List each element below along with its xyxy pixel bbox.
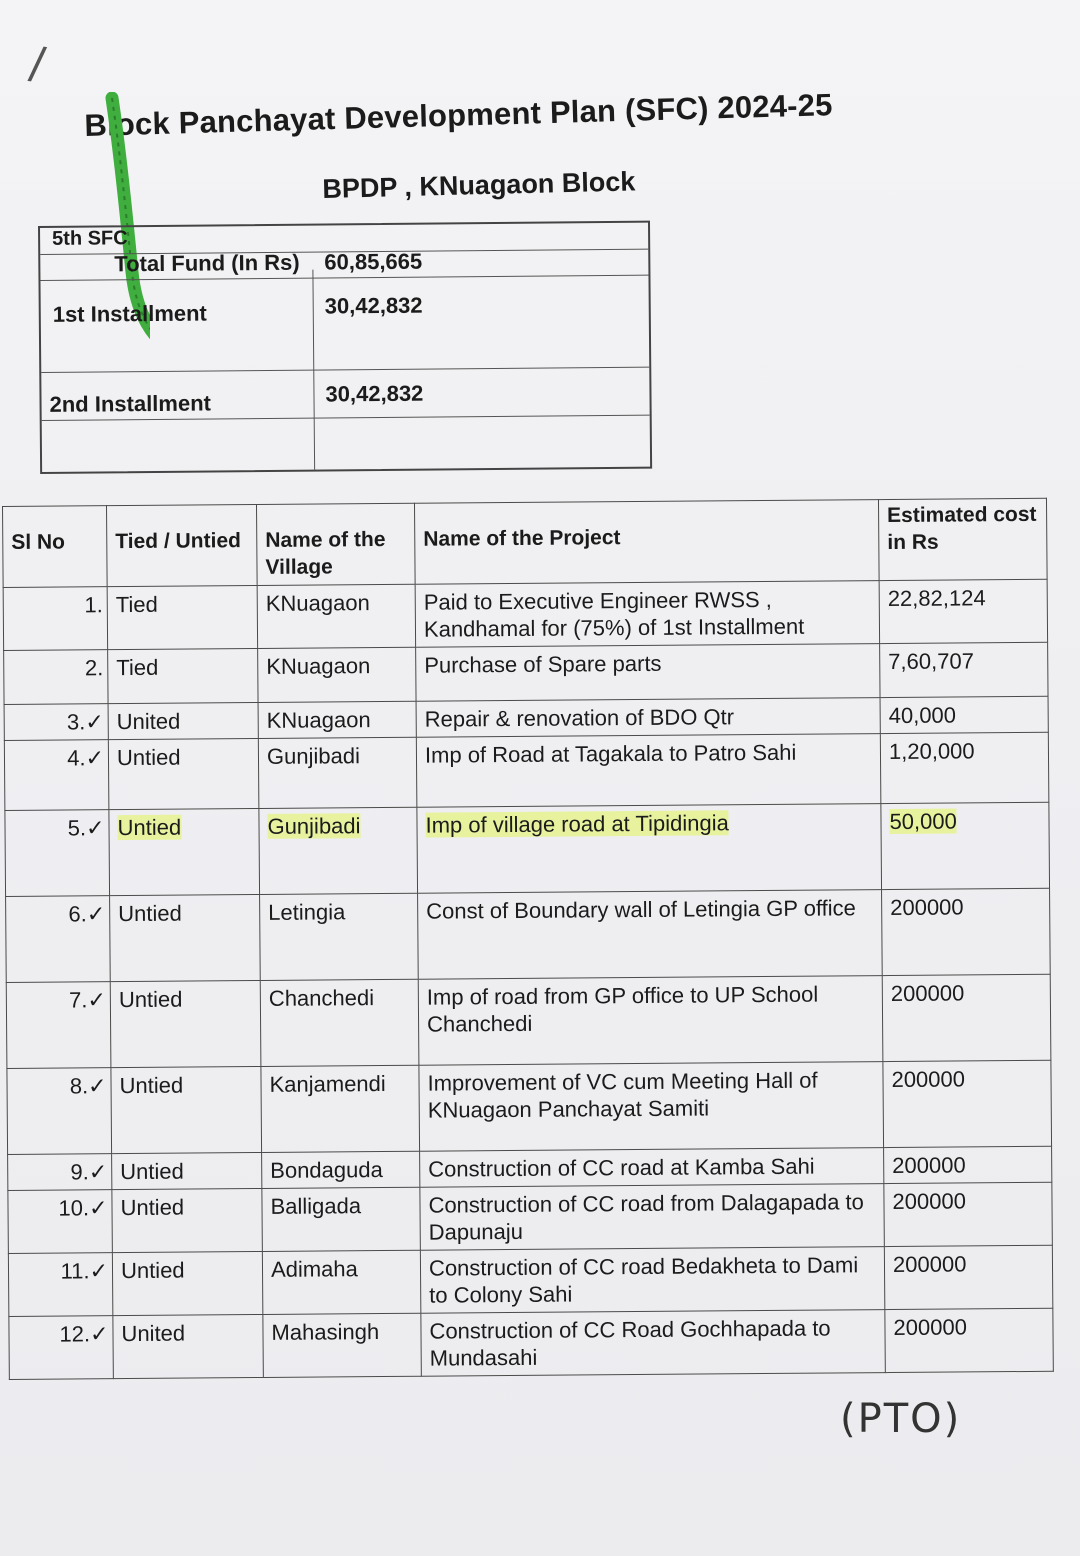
row-type: Untied bbox=[110, 980, 261, 1067]
row-village: KNuagaon bbox=[257, 584, 415, 648]
row-village: Mahasingh bbox=[263, 1313, 421, 1377]
row-type: Untied bbox=[110, 894, 261, 981]
pen-mark: / bbox=[26, 37, 49, 90]
row-number: 12.✓ bbox=[9, 1316, 113, 1380]
row-project: Const of Boundary wall of Letingia GP office bbox=[418, 890, 883, 980]
row-type: Untied bbox=[112, 1188, 262, 1252]
row-number: 1. bbox=[3, 587, 107, 651]
total-fund-value: 60,85,665 bbox=[324, 248, 423, 275]
row-project: Repair & renovation of BDO Qtr bbox=[416, 698, 880, 738]
row-village: Balligada bbox=[262, 1187, 420, 1251]
table-row bbox=[9, 1308, 1053, 1379]
row-cost: 200000 bbox=[882, 974, 1051, 1061]
row-type bbox=[109, 808, 260, 895]
row-village: Letingia bbox=[260, 893, 419, 980]
row-number: 4.✓ bbox=[4, 740, 109, 811]
row-cost: 200000 bbox=[884, 1182, 1052, 1246]
table-header-row bbox=[3, 498, 1048, 587]
table-row bbox=[6, 888, 1051, 982]
table-row bbox=[3, 579, 1047, 650]
fund-table bbox=[38, 221, 652, 474]
inst2-label: 2nd Installment bbox=[49, 390, 212, 417]
row-number: 11.✓ bbox=[8, 1253, 112, 1317]
row-type: Untied bbox=[112, 1251, 262, 1315]
row-project: Imp of Road at Tagakala to Patro Sahi bbox=[416, 734, 881, 808]
fund-row-inst1 bbox=[40, 275, 649, 373]
row-cost: 200000 bbox=[885, 1308, 1053, 1372]
row-village: Gunjibadi bbox=[258, 737, 417, 808]
row-number: 9.✓ bbox=[8, 1154, 112, 1191]
row-project: Construction of CC road at Kamba Sahi bbox=[420, 1148, 884, 1188]
row-village: Bondaguda bbox=[262, 1151, 420, 1188]
total-fund-label: Total Fund (In Rs) bbox=[114, 249, 300, 277]
inst2-value: 30,42,832 bbox=[325, 380, 424, 407]
row-type: Tied bbox=[108, 648, 258, 703]
page-title: Block Panchayat Development Plan (SFC) 2024-25 bbox=[84, 87, 833, 143]
header-sl-no: Sl No bbox=[3, 506, 108, 588]
row-cost: 200000 bbox=[882, 888, 1051, 975]
row-cost: 1,20,000 bbox=[880, 732, 1049, 803]
row-number: 2. bbox=[4, 650, 108, 705]
highlighted-project: Imp of village road at Tipidingia bbox=[425, 810, 729, 838]
table-row bbox=[8, 1182, 1052, 1253]
table-row bbox=[4, 642, 1048, 704]
inst1-value: 30,42,832 bbox=[324, 292, 423, 319]
row-type: Untied bbox=[112, 1152, 262, 1189]
sfc-label: 5th SFC bbox=[52, 227, 128, 250]
header-estimated-cost: Estimated cost in Rs bbox=[878, 498, 1047, 580]
table-row-highlighted bbox=[5, 802, 1050, 896]
row-number: 7.✓ bbox=[6, 982, 111, 1069]
row-cost bbox=[881, 802, 1050, 889]
row-village bbox=[259, 807, 418, 894]
row-number: 10.✓ bbox=[8, 1190, 112, 1254]
table-row bbox=[4, 732, 1049, 810]
row-project: Construction of CC road from Dalagapada to Dapunaju bbox=[420, 1184, 884, 1251]
row-number: 3.✓ bbox=[4, 704, 108, 741]
row-cost: 22,82,124 bbox=[879, 579, 1047, 643]
table-row bbox=[7, 1060, 1052, 1154]
row-cost: 200000 bbox=[883, 1060, 1052, 1147]
row-cost: 200000 bbox=[884, 1245, 1052, 1309]
row-cost: 40,000 bbox=[880, 696, 1048, 733]
row-project: Paid to Executive Engineer RWSS , Kandhamal for (75%) of 1st Installment bbox=[415, 581, 879, 648]
row-type: Untied bbox=[108, 738, 259, 809]
row-cost: 7,60,707 bbox=[880, 642, 1048, 697]
project-table bbox=[2, 498, 1054, 1380]
row-type: Tied bbox=[107, 585, 257, 649]
row-project bbox=[417, 804, 882, 894]
row-project: Construction of CC road Bedakheta to Dami to Colony Sahi bbox=[420, 1247, 884, 1314]
row-number: 5.✓ bbox=[5, 810, 110, 897]
header-tied-untied: Tied / Untied bbox=[107, 505, 258, 587]
table-row bbox=[8, 1245, 1052, 1316]
row-number: 8.✓ bbox=[7, 1068, 112, 1155]
fund-row-inst2 bbox=[41, 367, 649, 418]
row-village: Chanchedi bbox=[260, 979, 419, 1066]
highlighted-type: Untied bbox=[117, 814, 182, 841]
row-project: Purchase of Spare parts bbox=[416, 644, 880, 702]
row-village: KNuagaon bbox=[258, 701, 416, 738]
row-village: Adimaha bbox=[262, 1250, 420, 1314]
pto-note: (PTO) bbox=[840, 1396, 962, 1442]
row-village: KNuagaon bbox=[258, 647, 416, 702]
row-project: Imp of road from GP office to UP School Chanchedi bbox=[418, 976, 883, 1066]
row-project: Construction of CC Road Gochhapada to Mundasahi bbox=[421, 1310, 885, 1377]
header-village: Name of the Village bbox=[256, 503, 415, 585]
row-village: Kanjamendi bbox=[261, 1065, 420, 1152]
row-type: Untied bbox=[111, 1066, 262, 1153]
header-project: Name of the Project bbox=[414, 500, 879, 585]
row-project: Improvement of VC cum Meeting Hall of KNuagaon Panchayat Samiti bbox=[419, 1062, 884, 1152]
row-number: 6.✓ bbox=[6, 896, 111, 983]
highlighted-village: Gunjibadi bbox=[267, 813, 361, 839]
inst1-label: 1st Installment bbox=[52, 300, 207, 327]
table-row bbox=[6, 974, 1051, 1068]
row-type: United bbox=[108, 702, 258, 739]
row-cost: 200000 bbox=[884, 1146, 1052, 1183]
page-subtitle: BPDP , KNuagaon Block bbox=[322, 166, 636, 204]
highlighted-cost: 50,000 bbox=[889, 808, 957, 835]
row-type: United bbox=[113, 1314, 263, 1378]
